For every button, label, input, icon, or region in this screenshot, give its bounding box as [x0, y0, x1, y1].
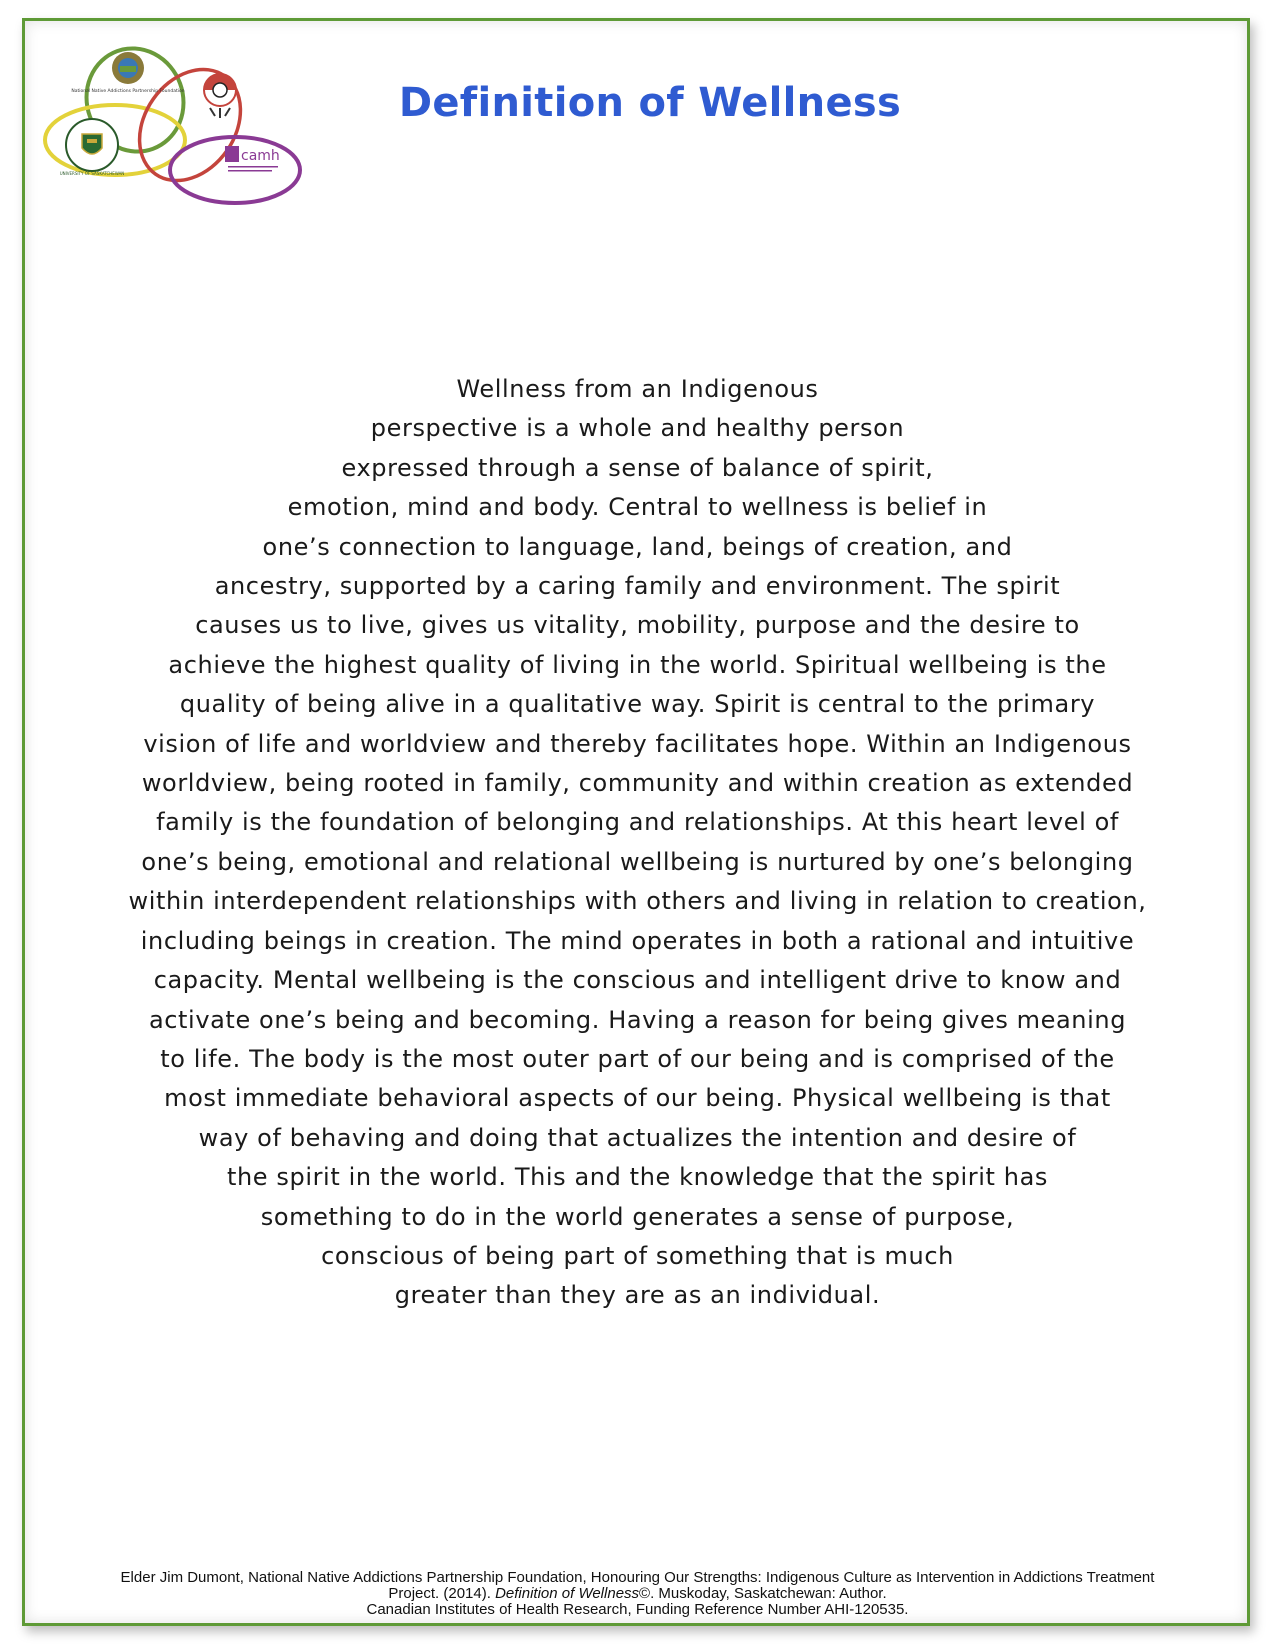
body-line: expressed through a sense of balance of spirit,: [341, 453, 934, 482]
svg-text:National Native Addictions Par: National Native Addictions Partnership Foundation: [71, 89, 185, 94]
body-line: greater than they are as an individual.: [394, 1281, 881, 1310]
citation: [30, 1570, 1245, 1618]
body-line: causes us to live, gives us vitality, mobility, purpose and the desire to: [195, 611, 1080, 640]
body-line: including beings in creation. The mind operates in both a rational and intuitive: [140, 926, 1135, 955]
body-line: most immediate behavioral aspects of our being. Physical wellbeing is that: [164, 1084, 1111, 1113]
citation-line-1: Elder Jim Dumont, National Native Addictions Partnership Foundation, Honouring Our Strengths: Indigenous Culture as Intervention in Addictions Treatment: [120, 1569, 1155, 1586]
body-line: activate one’s being and becoming. Having a reason for being gives meaning: [148, 1005, 1127, 1034]
body-line: quality of being alive in a qualitative way. Spirit is central to the primary: [179, 690, 1096, 719]
body-line: family is the foundation of belonging and relationships. At this heart level of: [156, 808, 1119, 837]
body-line: within interdependent relationships with others and living in relation to creation,: [128, 887, 1147, 916]
body-line: something to do in the world generates a sense of purpose,: [260, 1202, 1015, 1231]
body-line: way of behaving and doing that actualizes the intention and desire of: [198, 1123, 1077, 1152]
body-line: Wellness from an Indigenous: [456, 375, 819, 403]
body-line: one’s connection to language, land, beings of creation, and: [262, 532, 1013, 561]
body-line: ancestry, supported by a caring family and environment. The spirit: [214, 572, 1061, 601]
page-title: Definition of Wellness: [398, 80, 902, 126]
citation-prefix: Project. (2014).: [388, 1585, 496, 1602]
citation-work-title: Definition of Wellness: [495, 1585, 640, 1602]
body-line: one’s being, emotional and relational wellbeing is nurtured by one’s belonging: [141, 847, 1134, 876]
body-line: to life. The body is the most outer part of our being and is comprised of the: [160, 1044, 1115, 1073]
body-line: worldview, being rooted in family, community and within creation as extended: [141, 769, 1134, 798]
body-line: perspective is a whole and healthy person: [370, 414, 905, 443]
body-line: conscious of being part of something that is much: [321, 1241, 954, 1270]
body-line: achieve the highest quality of living in the world. Spiritual wellbeing is the: [168, 650, 1107, 679]
body-line: vision of life and worldview and thereby facilitates hope. Within an Indigenous: [143, 729, 1132, 758]
citation-line-2: [30, 1586, 1245, 1602]
partner-logos: [40, 40, 315, 225]
svg-text:UNIVERSITY OF SASKATCHEWAN: UNIVERSITY OF SASKATCHEWAN: [59, 171, 125, 176]
camh-logo: [225, 146, 280, 172]
body-line: emotion, mind and body. Central to wellness is belief in: [287, 493, 988, 522]
citation-line-3: Canadian Institutes of Health Research, Funding Reference Number AHI-120535.: [366, 1601, 909, 1618]
medicine-wheel-emblem: [204, 74, 236, 118]
citation-suffix: ©. Muskoday, Saskatchewan: Author.: [639, 1585, 887, 1602]
svg-text:camh: camh: [241, 148, 280, 164]
wellness-definition: [80, 370, 1195, 1316]
body-line: the spirit in the world. This and the knowledge that the spirit has: [226, 1163, 1049, 1192]
body-line: capacity. Mental wellbeing is the conscious and intelligent drive to know and: [153, 966, 1122, 995]
